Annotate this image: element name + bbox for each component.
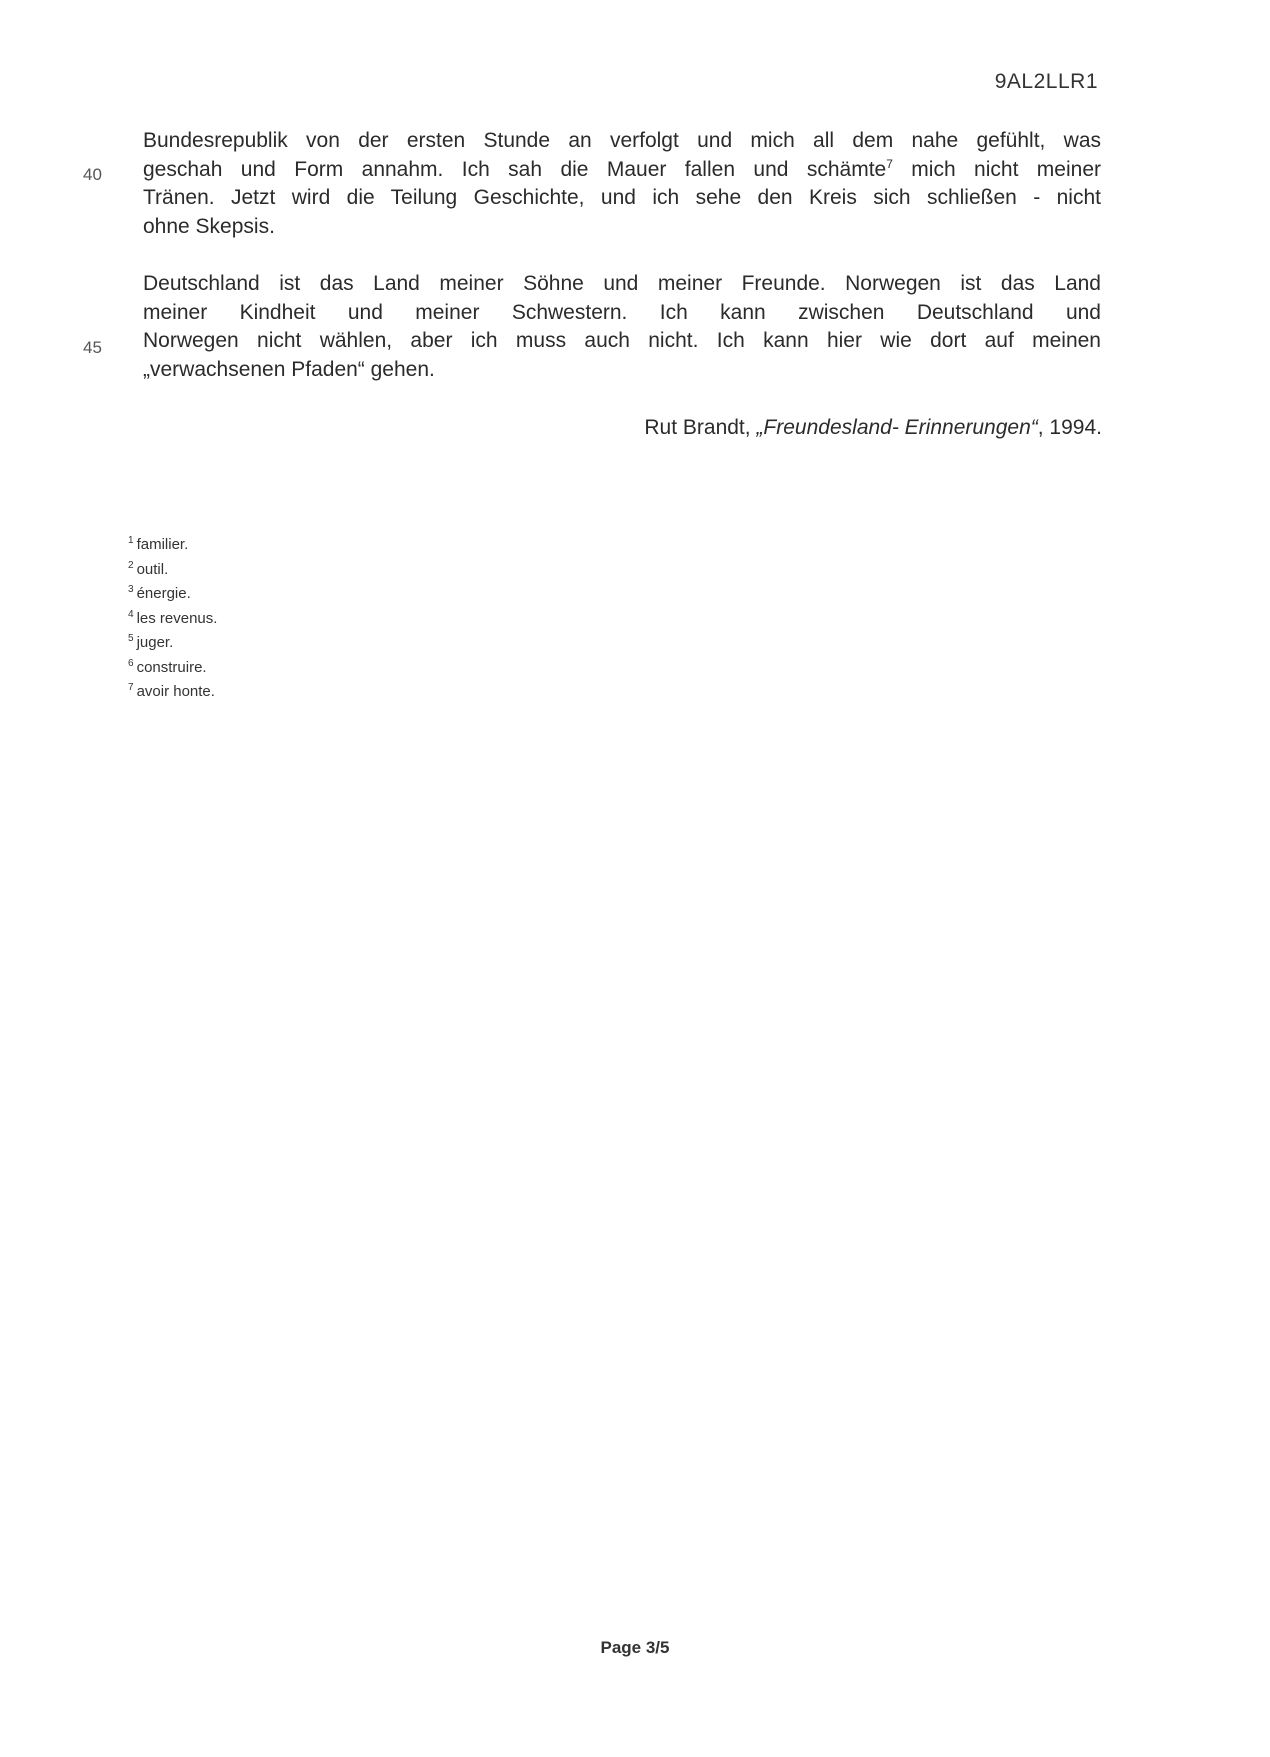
- paragraph-line: Deutschland ist das Land meiner Söhne und meiner Freunde. Norwegen ist das Land: [143, 272, 1101, 295]
- citation: [644, 416, 1102, 440]
- footnote-text: familier.: [136, 536, 189, 553]
- footnote-item: [128, 680, 217, 705]
- footnote-item: [128, 558, 217, 583]
- footnote-number: 3: [128, 584, 134, 595]
- line-text: geschah und Form annahm. Ich sah die Mauer fallen und schämte: [143, 157, 887, 181]
- footnote-item: [128, 582, 217, 607]
- footnote-text: construire.: [136, 658, 207, 676]
- footnote-number: 2: [128, 559, 134, 571]
- footnote-number: 7: [128, 682, 134, 693]
- line-text: mich nicht meiner: [892, 157, 1102, 181]
- footnote-text: outil.: [136, 560, 169, 578]
- footnote-ref: 7: [886, 156, 893, 171]
- line-number-40: 40: [83, 165, 102, 184]
- footnotes-list: [128, 533, 217, 705]
- footnote-item: [128, 533, 217, 558]
- footnote-number: 5: [128, 633, 134, 644]
- paragraph-line: ohne Skepsis.: [143, 214, 275, 238]
- paragraph-line: meiner Kindheit und meiner Schwestern. Ich kann zwischen Deutschland und: [143, 300, 1101, 324]
- paragraph-1: [143, 127, 1101, 241]
- footnote-item: [128, 656, 217, 681]
- footnote-number: 6: [128, 657, 134, 669]
- footnote-number: 4: [128, 608, 134, 620]
- citation-author: Rut Brandt,: [644, 416, 757, 439]
- paragraph-line: Tränen. Jetzt wird die Teilung Geschichte, und ich sehe den Kreis sich schließen - nicht: [143, 186, 1101, 209]
- footnote-item: [128, 607, 217, 632]
- paragraph-line: Bundesrepublik von der ersten Stunde an verfolgt und mich all dem nahe gefühlt, was: [143, 129, 1101, 152]
- paragraph-2: [143, 270, 1101, 384]
- paragraph-line: Norwegen nicht wählen, aber ich muss auch nicht. Ich kann hier wie dort auf meinen: [143, 329, 1101, 352]
- footnote-number: 1: [128, 535, 134, 546]
- paragraph-line: [143, 156, 1101, 185]
- footnote-text: juger.: [136, 634, 174, 651]
- paragraph-line: „verwachsenen Pfaden“ gehen.: [143, 357, 435, 381]
- footnote-text: avoir honte.: [136, 683, 215, 700]
- footnote-text: les revenus.: [136, 609, 218, 627]
- page-number: Page 3/5: [600, 1638, 670, 1657]
- footnote-text: énergie.: [136, 585, 191, 602]
- line-number-45: 45: [83, 338, 102, 357]
- document-code: 9AL2LLR1: [994, 70, 1098, 93]
- citation-year: , 1994.: [1037, 416, 1102, 439]
- citation-title: „Freundesland- Erinnerungen“: [756, 416, 1038, 439]
- footnote-item: [128, 631, 217, 656]
